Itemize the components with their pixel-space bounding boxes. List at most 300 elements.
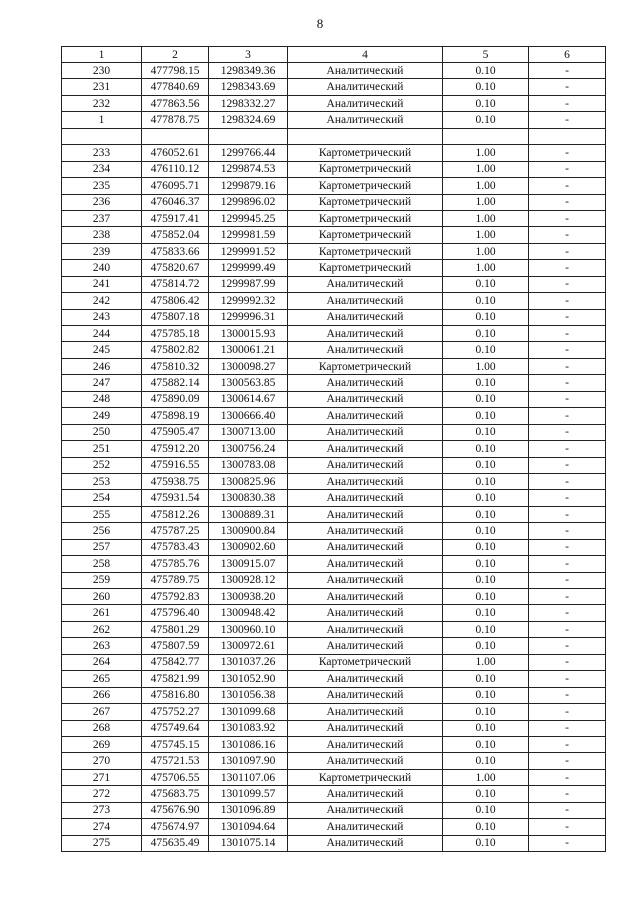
table-cell: [142, 128, 209, 144]
table-cell: 249: [62, 408, 142, 424]
table-cell: 1.00: [443, 243, 529, 259]
table-cell: Аналитический: [288, 835, 443, 851]
table-cell: 265: [62, 671, 142, 687]
table-cell: 274: [62, 819, 142, 835]
table-cell: 232: [62, 95, 142, 111]
table-cell: 475842.77: [142, 654, 209, 670]
table-cell: Картометрический: [288, 227, 443, 243]
table-row: [62, 128, 606, 144]
table-row: [62, 441, 606, 457]
table-row: [62, 572, 606, 588]
table-cell: 1300614.67: [209, 391, 288, 407]
table-cell: 267: [62, 704, 142, 720]
table-cell: Аналитический: [288, 309, 443, 325]
table-cell: -: [529, 260, 606, 276]
table-cell: 1300960.10: [209, 621, 288, 637]
table-cell: -: [529, 671, 606, 687]
table-cell: 475833.66: [142, 243, 209, 259]
table-cell: Аналитический: [288, 621, 443, 637]
table-cell: -: [529, 95, 606, 111]
table-cell: 475801.29: [142, 621, 209, 637]
table-cell: 0.10: [443, 342, 529, 358]
table-cell: 264: [62, 654, 142, 670]
column-header: 4: [288, 47, 443, 63]
table-cell: 261: [62, 605, 142, 621]
table-row: [62, 490, 606, 506]
table-cell: 475898.19: [142, 408, 209, 424]
table-cell: Аналитический: [288, 276, 443, 292]
table-cell: 475749.64: [142, 720, 209, 736]
table-cell: 0.10: [443, 326, 529, 342]
table-cell: Аналитический: [288, 736, 443, 752]
table-cell: 263: [62, 638, 142, 654]
table-cell: 1300972.61: [209, 638, 288, 654]
table-cell: 244: [62, 326, 142, 342]
table-cell: 475890.09: [142, 391, 209, 407]
table-cell: -: [529, 556, 606, 572]
table-cell: Аналитический: [288, 720, 443, 736]
table-cell: 1298349.36: [209, 63, 288, 79]
table-cell: Картометрический: [288, 178, 443, 194]
table-cell: Аналитический: [288, 589, 443, 605]
table-row: [62, 79, 606, 95]
table-cell: 1301083.92: [209, 720, 288, 736]
table-cell: 475816.80: [142, 687, 209, 703]
table-cell: 0.10: [443, 309, 529, 325]
table-row: [62, 227, 606, 243]
table-cell: 236: [62, 194, 142, 210]
table-cell: -: [529, 358, 606, 374]
table-cell: 475802.82: [142, 342, 209, 358]
table-cell: Аналитический: [288, 112, 443, 128]
table-cell: 477840.69: [142, 79, 209, 95]
table-cell: -: [529, 391, 606, 407]
table-row: [62, 178, 606, 194]
table-cell: 476052.61: [142, 145, 209, 161]
table-cell: 246: [62, 358, 142, 374]
table-row: [62, 736, 606, 752]
table-cell: 1: [62, 112, 142, 128]
table-cell: 0.10: [443, 79, 529, 95]
table-row: [62, 802, 606, 818]
table-cell: -: [529, 276, 606, 292]
table-cell: 0.10: [443, 506, 529, 522]
table-cell: 0.10: [443, 802, 529, 818]
table-cell: 1.00: [443, 161, 529, 177]
table-cell: -: [529, 589, 606, 605]
table-cell: Аналитический: [288, 293, 443, 309]
table-cell: 1300948.42: [209, 605, 288, 621]
table-cell: 0.10: [443, 556, 529, 572]
table-cell: 1298343.69: [209, 79, 288, 95]
table-cell: 241: [62, 276, 142, 292]
table-cell: 245: [62, 342, 142, 358]
table-cell: 475785.18: [142, 326, 209, 342]
table-cell: 247: [62, 375, 142, 391]
table-cell: -: [529, 293, 606, 309]
table-cell: 475785.76: [142, 556, 209, 572]
table-row: [62, 523, 606, 539]
table-cell: 269: [62, 736, 142, 752]
table-cell: 475674.97: [142, 819, 209, 835]
table-cell: 1301099.68: [209, 704, 288, 720]
table-cell: -: [529, 441, 606, 457]
table-cell: -: [529, 342, 606, 358]
table-row: [62, 194, 606, 210]
table-cell: Картометрический: [288, 161, 443, 177]
table-row: [62, 276, 606, 292]
table-cell: 475787.25: [142, 523, 209, 539]
table-cell: Аналитический: [288, 539, 443, 555]
table-cell: 475917.41: [142, 210, 209, 226]
table-cell: 258: [62, 556, 142, 572]
table-cell: Картометрический: [288, 243, 443, 259]
table-cell: [443, 128, 529, 144]
table-row: [62, 621, 606, 637]
table-cell: 0.10: [443, 572, 529, 588]
table-row: [62, 720, 606, 736]
table-cell: 1.00: [443, 178, 529, 194]
table-cell: 243: [62, 309, 142, 325]
table-cell: -: [529, 654, 606, 670]
table-cell: -: [529, 457, 606, 473]
column-header: 6: [529, 47, 606, 63]
table-cell: 1299996.31: [209, 309, 288, 325]
table-cell: 0.10: [443, 671, 529, 687]
table-cell: Аналитический: [288, 556, 443, 572]
table-cell: Аналитический: [288, 457, 443, 473]
table-cell: 1301056.38: [209, 687, 288, 703]
column-header: 2: [142, 47, 209, 63]
table-row: [62, 424, 606, 440]
table-cell: 1301099.57: [209, 786, 288, 802]
table-cell: 1.00: [443, 194, 529, 210]
table-cell: -: [529, 769, 606, 785]
table-cell: Аналитический: [288, 342, 443, 358]
table-cell: 475706.55: [142, 769, 209, 785]
table-cell: Аналитический: [288, 490, 443, 506]
table-cell: 239: [62, 243, 142, 259]
table-cell: Аналитический: [288, 408, 443, 424]
table-cell: 475810.32: [142, 358, 209, 374]
table-cell: 1298324.69: [209, 112, 288, 128]
table-row: [62, 210, 606, 226]
table-cell: -: [529, 145, 606, 161]
table-row: [62, 243, 606, 259]
table-cell: 1.00: [443, 358, 529, 374]
table-cell: -: [529, 63, 606, 79]
table-cell: 1301097.90: [209, 753, 288, 769]
table-cell: -: [529, 227, 606, 243]
table-cell: 475938.75: [142, 473, 209, 489]
table-cell: Аналитический: [288, 786, 443, 802]
table-cell: 477863.56: [142, 95, 209, 111]
table-cell: -: [529, 210, 606, 226]
table-cell: 475882.14: [142, 375, 209, 391]
table-cell: 1299999.49: [209, 260, 288, 276]
table-cell: Аналитический: [288, 572, 443, 588]
table-cell: Аналитический: [288, 605, 443, 621]
column-header: 1: [62, 47, 142, 63]
column-header: 5: [443, 47, 529, 63]
table-cell: -: [529, 720, 606, 736]
table-cell: 1.00: [443, 210, 529, 226]
table-cell: 476046.37: [142, 194, 209, 210]
table-cell: -: [529, 819, 606, 835]
table-cell: 0.10: [443, 391, 529, 407]
table-cell: 1299879.16: [209, 178, 288, 194]
table-cell: Аналитический: [288, 326, 443, 342]
table-cell: Аналитический: [288, 506, 443, 522]
table-row: [62, 473, 606, 489]
table-row: [62, 293, 606, 309]
table-cell: 1.00: [443, 145, 529, 161]
table-cell: 1299992.32: [209, 293, 288, 309]
table-cell: 1299981.59: [209, 227, 288, 243]
table-cell: -: [529, 506, 606, 522]
table-cell: 475806.42: [142, 293, 209, 309]
table-cell: 476110.12: [142, 161, 209, 177]
table-cell: [62, 128, 142, 144]
table-cell: 0.10: [443, 819, 529, 835]
table-cell: 476095.71: [142, 178, 209, 194]
table-cell: -: [529, 638, 606, 654]
table-cell: -: [529, 835, 606, 851]
table-row: [62, 375, 606, 391]
table-cell: 475814.72: [142, 276, 209, 292]
table-cell: 1300928.12: [209, 572, 288, 588]
table-cell: 1301086.16: [209, 736, 288, 752]
table-cell: 1300825.96: [209, 473, 288, 489]
table-cell: 0.10: [443, 835, 529, 851]
table-cell: 0.10: [443, 63, 529, 79]
table-cell: [288, 128, 443, 144]
table-row: [62, 161, 606, 177]
table-cell: -: [529, 786, 606, 802]
table-cell: 475635.49: [142, 835, 209, 851]
table-cell: 0.10: [443, 753, 529, 769]
table-row: [62, 819, 606, 835]
table-row: [62, 654, 606, 670]
table-cell: 0.10: [443, 589, 529, 605]
table-row: [62, 457, 606, 473]
table-cell: 275: [62, 835, 142, 851]
table-cell: 238: [62, 227, 142, 243]
table-header-row: [62, 47, 606, 63]
table-row: [62, 605, 606, 621]
table-cell: 235: [62, 178, 142, 194]
table-cell: 1300563.85: [209, 375, 288, 391]
table-cell: Аналитический: [288, 523, 443, 539]
table-cell: 1300783.08: [209, 457, 288, 473]
table-row: [62, 786, 606, 802]
table-cell: Аналитический: [288, 819, 443, 835]
table-cell: Картометрический: [288, 210, 443, 226]
table-row: [62, 589, 606, 605]
table-cell: 475821.99: [142, 671, 209, 687]
table-cell: 475852.04: [142, 227, 209, 243]
table-cell: 251: [62, 441, 142, 457]
table-cell: Картометрический: [288, 145, 443, 161]
table-cell: 254: [62, 490, 142, 506]
table-cell: 257: [62, 539, 142, 555]
table-cell: 1301096.89: [209, 802, 288, 818]
table-cell: Аналитический: [288, 687, 443, 703]
table-cell: 271: [62, 769, 142, 785]
table-cell: -: [529, 753, 606, 769]
coordinates-table: [61, 46, 606, 852]
table-cell: -: [529, 178, 606, 194]
table-cell: 0.10: [443, 720, 529, 736]
table-row: [62, 309, 606, 325]
table-cell: 0.10: [443, 95, 529, 111]
table-cell: 1300756.24: [209, 441, 288, 457]
table-cell: -: [529, 539, 606, 555]
table-cell: -: [529, 326, 606, 342]
table-row: [62, 671, 606, 687]
table-cell: 1300061.21: [209, 342, 288, 358]
table-cell: 266: [62, 687, 142, 703]
table-cell: -: [529, 704, 606, 720]
table-cell: 1299896.02: [209, 194, 288, 210]
table-cell: 268: [62, 720, 142, 736]
table-cell: 1.00: [443, 769, 529, 785]
table-cell: 475812.26: [142, 506, 209, 522]
table-cell: 0.10: [443, 786, 529, 802]
table-row: [62, 342, 606, 358]
table-cell: 0.10: [443, 704, 529, 720]
table-cell: 1301107.06: [209, 769, 288, 785]
table-cell: -: [529, 572, 606, 588]
table-cell: 1299874.53: [209, 161, 288, 177]
table-cell: 477798.15: [142, 63, 209, 79]
table-cell: 1300666.40: [209, 408, 288, 424]
table-cell: 259: [62, 572, 142, 588]
table-cell: 1301075.14: [209, 835, 288, 851]
table-cell: 1299987.99: [209, 276, 288, 292]
table-cell: 234: [62, 161, 142, 177]
table-cell: -: [529, 112, 606, 128]
table-cell: 475783.43: [142, 539, 209, 555]
table-cell: 0.10: [443, 276, 529, 292]
table-cell: -: [529, 802, 606, 818]
table-row: [62, 687, 606, 703]
table-cell: 1301094.64: [209, 819, 288, 835]
table-cell: -: [529, 408, 606, 424]
table-cell: Картометрический: [288, 654, 443, 670]
table-cell: 252: [62, 457, 142, 473]
table-cell: 0.10: [443, 638, 529, 654]
table-cell: 255: [62, 506, 142, 522]
table-cell: -: [529, 736, 606, 752]
table-cell: Аналитический: [288, 441, 443, 457]
table-cell: Аналитический: [288, 802, 443, 818]
page-number: 8: [316, 16, 324, 31]
table-cell: 272: [62, 786, 142, 802]
table-row: [62, 506, 606, 522]
table-cell: 475905.47: [142, 424, 209, 440]
table-cell: 273: [62, 802, 142, 818]
table-cell: 260: [62, 589, 142, 605]
table-cell: 1.00: [443, 227, 529, 243]
table-cell: Аналитический: [288, 424, 443, 440]
table-cell: 0.10: [443, 424, 529, 440]
table-row: [62, 539, 606, 555]
table-body: [62, 63, 606, 852]
table-cell: 475931.54: [142, 490, 209, 506]
table-cell: 1300713.00: [209, 424, 288, 440]
table-cell: Аналитический: [288, 95, 443, 111]
table-cell: 475789.75: [142, 572, 209, 588]
table-cell: 1301052.90: [209, 671, 288, 687]
table-cell: 0.10: [443, 473, 529, 489]
table-row: [62, 408, 606, 424]
table-cell: 240: [62, 260, 142, 276]
table-row: [62, 326, 606, 342]
table-cell: -: [529, 621, 606, 637]
table-row: [62, 638, 606, 654]
table-row: [62, 704, 606, 720]
table-cell: 256: [62, 523, 142, 539]
table-row: [62, 556, 606, 572]
table-cell: -: [529, 605, 606, 621]
table-cell: 475792.83: [142, 589, 209, 605]
table-row: [62, 835, 606, 851]
table-cell: 231: [62, 79, 142, 95]
table-cell: 270: [62, 753, 142, 769]
table-cell: Картометрический: [288, 358, 443, 374]
table-cell: 1.00: [443, 260, 529, 276]
table-cell: Аналитический: [288, 704, 443, 720]
table-cell: 475683.75: [142, 786, 209, 802]
table-cell: 0.10: [443, 457, 529, 473]
table-cell: 1300938.20: [209, 589, 288, 605]
table-cell: 475916.55: [142, 457, 209, 473]
table-cell: 0.10: [443, 523, 529, 539]
table-cell: 262: [62, 621, 142, 637]
table-cell: Аналитический: [288, 473, 443, 489]
table-cell: 475796.40: [142, 605, 209, 621]
table-cell: -: [529, 473, 606, 489]
table-cell: 1299766.44: [209, 145, 288, 161]
table-cell: 1298332.27: [209, 95, 288, 111]
table-cell: -: [529, 194, 606, 210]
table-cell: 250: [62, 424, 142, 440]
table-row: [62, 145, 606, 161]
table-cell: 475721.53: [142, 753, 209, 769]
table-cell: Картометрический: [288, 260, 443, 276]
table-cell: -: [529, 490, 606, 506]
table-cell: 475745.15: [142, 736, 209, 752]
table-row: [62, 769, 606, 785]
table-cell: 230: [62, 63, 142, 79]
table-row: [62, 112, 606, 128]
table-cell: 1300830.38: [209, 490, 288, 506]
table-cell: Аналитический: [288, 63, 443, 79]
table-cell: -: [529, 243, 606, 259]
table-cell: 1300015.93: [209, 326, 288, 342]
table-row: [62, 358, 606, 374]
table-cell: 233: [62, 145, 142, 161]
table-cell: 1299991.52: [209, 243, 288, 259]
table-cell: 0.10: [443, 539, 529, 555]
table-cell: 248: [62, 391, 142, 407]
table-cell: 475676.90: [142, 802, 209, 818]
table-cell: Картометрический: [288, 769, 443, 785]
table-cell: 1300098.27: [209, 358, 288, 374]
table-cell: -: [529, 687, 606, 703]
table-cell: [529, 128, 606, 144]
